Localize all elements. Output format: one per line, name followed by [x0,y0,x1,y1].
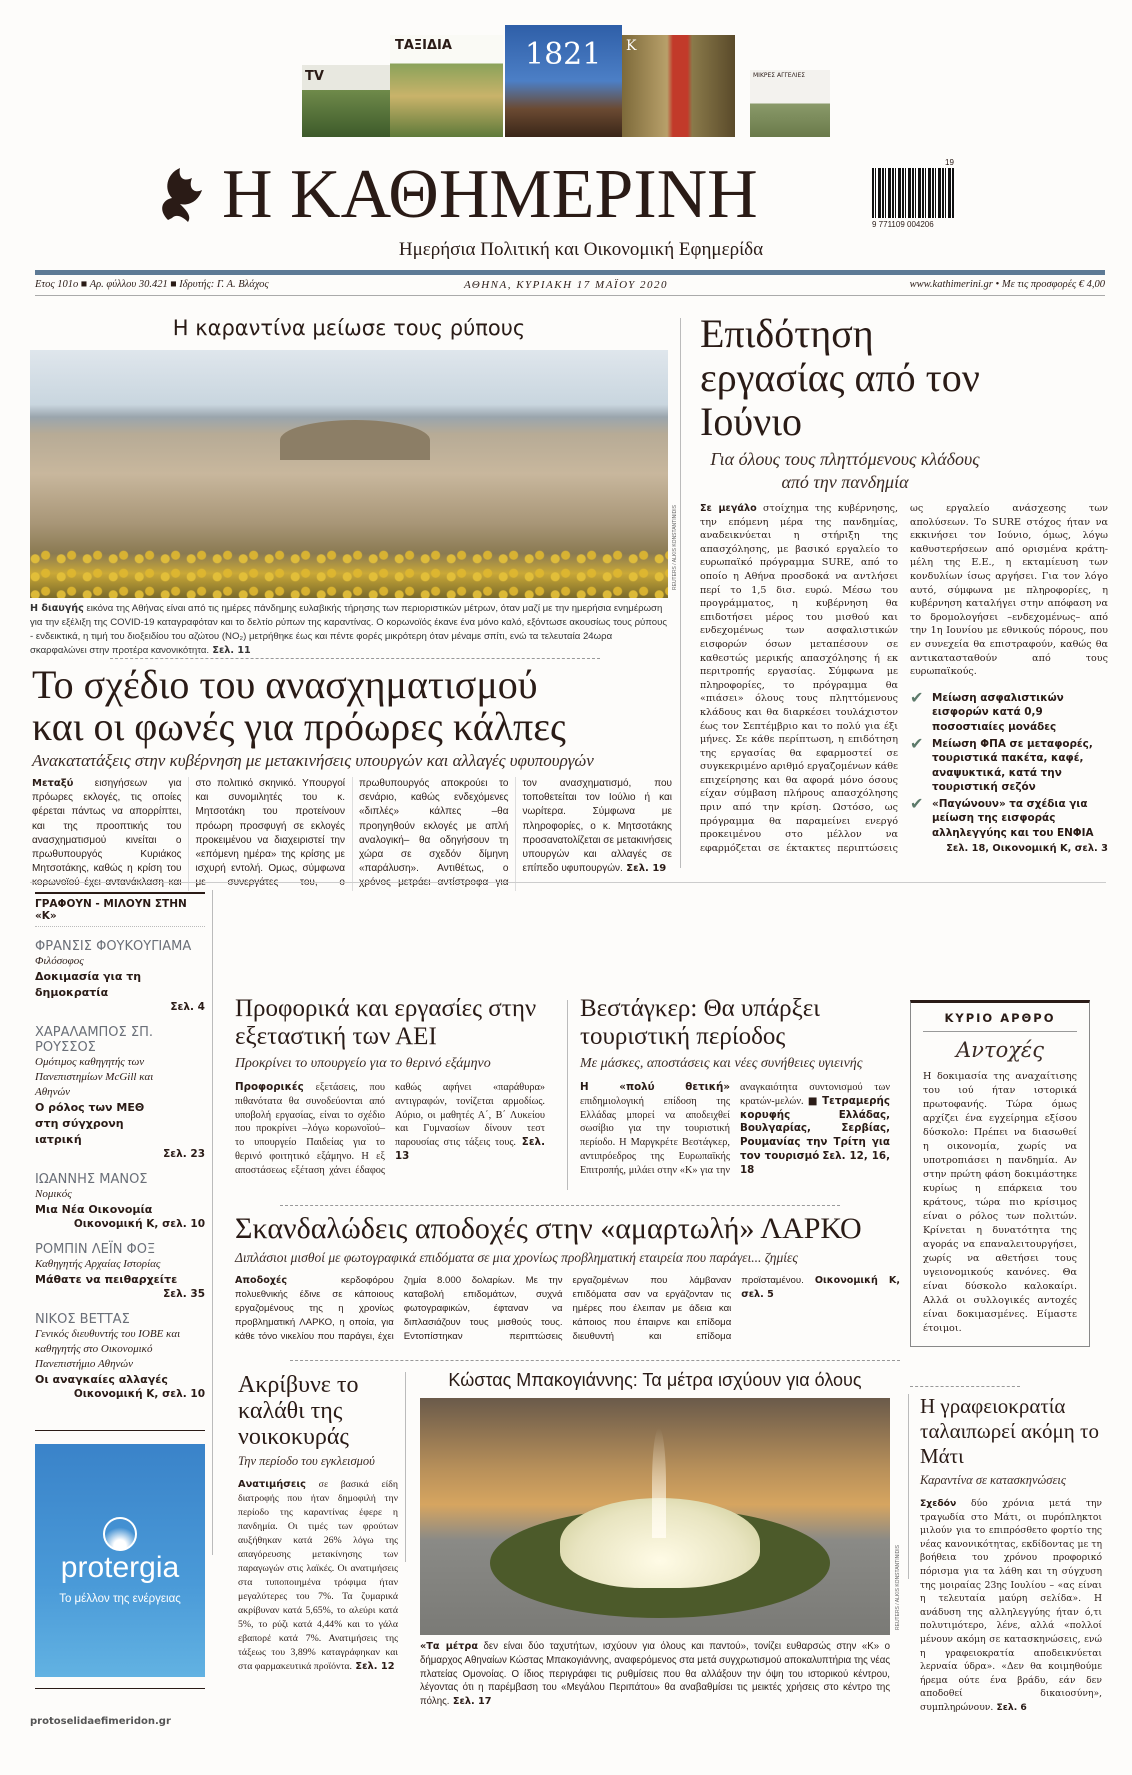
protergia-ad[interactable]: protergia Το μέλλον της ενέργειας [35,1444,205,1677]
omonoia-photo [420,1398,890,1635]
photo-credit: REUTERS / ALKIS KONSTANTINIDIS [672,505,678,590]
tourism-subtitle: Με μάσκες, αποστάσεις και νέες συνήθειες υγιεινής [580,1056,863,1071]
section-rule [30,882,1106,883]
basket-article [238,1372,398,1674]
masthead-rule [35,270,1105,275]
opinion-item[interactable]: ΡΟΜΠΙΝ ΛΕΪΝ ΦΟΞ Καθηγητής Αρχαίας Ιστορίας Μάθατε να πειθαρχείτε Σελ. 35 [35,1242,205,1300]
mati-headline: Η γραφειοκρατία ταλαιπωρεί ακόμη το Μάτι [920,1394,1099,1468]
basket-headline: Ακρίβυνε το καλάθι της νοικοκυράς [238,1372,359,1450]
photo-story-headline: Η καραντίνα μείωσε τους ρύπους [172,316,526,340]
editorial-label: ΚΥΡΙΟ ΑΡΘΡΟ [923,1003,1077,1032]
editorial-body: Η δοκιμασία της αναχαίτισης του ιού ήταν ιστορικά πρωτοφανής. Τώρα όμως αρχίζει ένα εγχείρημα εξίσου δύσκολο: Πρέπει να διασωθεί η οικονομία, χωρίς να υποτροπιάσει η πανδημία. Αν στην πρώτη φάση δοκιμάστηκε κυρίως η επάρκεια του κράτους, τώρα πιο κρίσιμος είναι ο ρόλος των πολιτών. Κρίνεται η δυνατότητα της αγοράς να επαναλειτουργήσει, χωρίς να αθετήσει τους υγειονομικούς κανόνες. Θα είναι δύσκολο καλοκαίρι. Αλλά οι συλλογικές αντοχές είναι δοκιμασμένες. Είμαστε έτοιμοι. [923,1071,1077,1334]
footer-source[interactable]: protoselidaefimeridon.gr [30,1716,171,1727]
barcode [872,168,954,218]
lead-story [32,664,672,891]
mati-subtitle: Καραντίνα σε κατασκηνώσεις [920,1473,1066,1487]
supplement-k[interactable]: K [622,35,735,137]
column-divider [405,1372,406,1562]
lead-headline: Το σχέδιο του ανασχηματισμού και οι φωνές για πρόωρες κάλπες [32,662,566,749]
bullet-item: ✔ Μείωση ασφαλιστικών εισφορών κατά 0,9 ποσοστιαίες μονάδες [910,687,1064,733]
right-headline: Επιδότηση εργασίας από τον Ιούνιο [700,311,980,444]
photo-credit: REUTERS / ALKIS KONSTANTINIDIS [895,1545,901,1630]
exams-body: Προφορικές εξετάσεις, που πιθανότατα θα συνοδεύονται από υποβολή εργασίας, είναι το σχέδιο που προκρίνει –λόγω κορωνοϊού– το υπουργείο Παιδείας για το θερινό φοιτητικό εξάμηνο. Η εξ αποστάσεως εξέταση χάνει έδαφος καθώς αφήνει «παράθυρα» αντιγραφών, τονίζεται αρμοδίως. Αύριο, οι μαθητές Α΄, Β΄ Λυκείου και Γυμνασίων δίνουν τεστ παρουσίας στις τάξεις τους. Σελ. 13 [235,1081,545,1176]
tourism-body: Η «πολύ θετική» επιδημιολογική επίδοση της Ελλάδας μπορεί να αποδειχθεί σωσίβιο για την τουριστική περίοδο. Η Μαργκρέτε Βεστάγκερ, αντιπρόεδρος της Ευρωπαϊκής Επιτροπής, μιλάει στην «Κ» για την αναγκαιότητα συντονισμού των κρατών-μελών. ■ Τετραμερής κορυφής Ελλάδας, Βουλγαρίας, Σερβίας, Ρουμανίας την Τρίτη για τον τουρισμό Σελ. 12, 16, 18 [580,1081,890,1176]
divider [280,1205,840,1206]
tourism-article [580,995,890,1178]
infoline-rule [35,295,1105,296]
checkmark-icon: ✔ [910,793,924,813]
website-price: www.kathimerini.gr • Με τις προσφορές € 4,00 [909,279,1105,290]
column-divider [567,1000,568,1190]
supplement-mikres-aggelies[interactable]: ΜΙΚΡΕΣ ΑΓΓΕΛΙΕΣ [750,70,830,137]
opinion-item[interactable]: ΧΑΡΑΛΑΜΠΟΣ ΣΠ. ΡΟΥΣΣΟΣ Ομότιμος καθηγητής των Πανεπιστημίων McGill και Αθηνών Ο ρόλος των ΜΕΘ στη σύγχρονη ιατρική Σελ. 23 [35,1025,205,1160]
supplement-tv[interactable]: TV [302,65,390,137]
right-subtitle: Για όλους τους πληττόμενους κλάδους από την πανδημία [710,449,980,492]
basket-body: Ανατιμήσεις σε βασικά είδη διατροφής που ήταν δημοφιλή την περίοδο της καραντίνας έφερε η πανδημία. Οι τιμές των φρούτων αυξήθηκαν κατά 26% λόγω της απαγόρευσης μετακίνησης των παραγωγών στις λαϊκές. Οι ανατιμήσεις στα τυποποιημένα τρόφιμα ήταν μεγαλύτερες του 7%. Τα ζυμαρικά ακρίβυναν κατά 5,65%, το αλεύρι κατά 5%, το ρύζι κατά 4,44% και το γάλα εβαπορέ κατά 7%. Ανατιμήσεις της τάξεως του 3,89% καταγράφηκαν και στα φαρμακευτικά προϊόντα. Σελ. 12 [238,1479,398,1672]
basket-subtitle: Την περίοδο του εγκλεισμού [238,1454,375,1468]
griffin-logo-icon [148,160,210,226]
editorial-box [910,1000,1090,1347]
checkmark-icon: ✔ [910,733,924,753]
opinion-heading: ΓΡΑΦΟΥΝ - ΜΙΛΟΥΝ ΣΤΗΝ «Κ» [35,892,205,927]
divider [110,658,600,659]
larco-article [235,1212,900,1344]
divider [290,1360,900,1361]
mati-article [920,1394,1102,1715]
editorial-title: Αντοχές [956,1038,1044,1062]
mayor-caption: «Τα μέτρα δεν είναι δύο ταχυτήτων, ισχύουν για όλους και παντού», τονίζει ευθαρσώς στην «Κ» ο δήμαρχος Αθηναίων Κώστας Μπακογιάννης, αναφερόμενος στα μετά συγχρωτισμού αποκαλυπτήρια της νέας πλατείας Ομονοίας. Ο ίδιος περιγράφει τις ρυθμίσεις που θα αλλάξουν την όψη του ιστορικού κέντρου, λέγοντας ότι η παρέμβαση του «Μεγάλου Περιπάτου» θα αναβαθμίσει τις μεικτές χρήσεις στο κέντρο της πόλης. Σελ. 17 [420,1641,890,1708]
barcode-number: 9 771109 004206 [872,220,934,229]
lead-subtitle: Ανακατατάξεις στην κυβέρνηση με μετακινήσεις υπουργών και αλλαγές υφυπουργών [32,751,594,770]
photo-caption: Η διαυγής εικόνα της Αθήνας είναι από τις ημέρες πάνδημης ευλαβικής τήρησης των περιοριστικών μέτρων, όταν μαζί με την ημερήσια ενημέρωση για την εξέλιξη της COVID-19 καταγραφόταν και το δελτίο ρύπων της καραντίνας. Ο κορωνοϊός έκανε ένα μόνο καλό, εξόντωσε ακουσίως τους ρύπους - ενδεικτικά, η τιμή του διοξειδίου του αζώτου (NO₂) μετρήθηκε έως και πέντε φορές μικρότερη όταν μέναμε σπίτι, ενώ τα τελευταία 24ωρα σκαρφαλώνει στην προτέρα κανονικότητα. Σελ. 11 [30,603,667,656]
tourism-headline: Βεστάγκερ: Θα υπάρξει τουριστική περίοδος [580,995,820,1050]
mati-body: Σχεδόν δύο χρόνια μετά την τραγωδία στο Μάτι, οι πυρόπληκτοι μιλούν για το επιπρόσθετο φορτίο της νέας κανονικότητας, εκδίδοντας με τη βοήθεια του χρόνου προφορικό πόρισμα για τα λάθη και τη σύγχυση της μοιραίας 23ης Ιουλίου – «ας είναι η τελευταία μαύρη σελίδα». Η ανάδυση της αλληλεγγύης ήταν ό,τι πολυτιμότερο, λένε, αλλά «πολλοί μένουν ακόμη σε κατασκηνώσεις, ενώ η γραφειοκρατία αποδεικνύεται λερναία ύδρα». «Δεν θα κοιμηθούμε ήρεμα ούτε ένα βράδυ, εάν δεν αποδοθεί δικαιοσύνη», συμπληρώνουν. Σελ. 6 [920,1498,1102,1713]
supplements-strip [265,25,806,137]
right-story [700,312,1108,855]
sun-logo-icon [103,1517,137,1551]
right-body-wrap [700,502,1108,855]
opinion-item[interactable]: ΦΡΑΝΣΙΣ ΦΟΥΚΟΥΓΙΑΜΑ Φιλόσοφος Δοκιμασία για τη δημοκρατία Σελ. 4 [35,939,205,1013]
column-divider [680,318,681,868]
athens-photo [30,350,668,598]
exams-article [235,995,545,1178]
date-line: ΑΘΗΝΑ, ΚΥΡΙΑΚΗ 17 ΜΑΪΟΥ 2020 [464,279,668,291]
sidebar-divider [212,890,213,1555]
bullet-item: ✔ «Παγώνουν» τα σχέδια για μείωση της εισφοράς αλληλεγγύης και του ΕΝΦΙΑ [910,793,1094,840]
ad-rule-bottom [35,1688,205,1689]
supplement-1821[interactable]: 1821 [505,25,622,137]
larco-subtitle: Διπλάσιοι μισθοί με φωτογραφικά επιδόματα σε μια χρονίως προβληματική εταιρεία που παράγει... ζημίες [235,1250,798,1265]
barcode-issue: 19 [945,158,954,167]
right-bullets [910,687,1108,854]
exams-headline: Προφορικά και εργασίες στην εξεταστική των ΑΕΙ [235,995,537,1050]
supplement-taxidia[interactable]: ΤΑΞΙΔΙΑ [390,35,503,137]
masthead-title: Η ΚΑΘΗΜΕΡΙΝΗ [222,156,758,233]
masthead-subtitle: Ημερήσια Πολιτική και Οικονομική Εφημερίδα [398,239,764,260]
opinion-item[interactable]: ΙΩΑΝΝΗΣ ΜΑΝΟΣ Νομικός Μια Νέα Οικονομία Οικονομική Κ, σελ. 10 [35,1172,205,1230]
right-page-ref: Σελ. 18, Οικονομική Κ, σελ. 3 [946,842,1108,854]
column-divider [908,1394,909,1579]
larco-headline: Σκανδαλώδεις αποδοχές στην «αμαρτωλή» ΛΑΡΚΟ [235,1212,862,1245]
opinion-item[interactable]: ΝΙΚΟΣ ΒΕΤΤΑΣ Γενικός διευθυντής του ΙΟΒΕ και καθηγητής στο Οικονομικό Πανεπιστήμιο Αθηνών Οι αναγκαίες αλλαγές Οικονομική Κ, σελ. 10 [35,1312,205,1400]
checkmark-icon: ✔ [910,687,924,707]
opinion-list [35,892,205,1400]
bullet-item: ✔ Μείωση ΦΠΑ σε μεταφορές, τουριστικά πακέτα, καφέ, αναψυκτικά, κατά την τουριστική σεζόν [910,733,1093,794]
right-body: Σε μεγάλο στοίχημα της κυβέρνησης, την επόμενη μέρα της πανδημίας, αναδεικνύεται η στήριξη της απασχόλησης, με βασικό εργαλείο το ευρωπαϊκό πρόγραμμα SURE, από το οποίο η Αθήνα προσδοκά να αντλήσει περί το 1,5 δισ. ευρώ. Μέσω του προγράμματος, η κυβέρνηση θα επιδοτήσει μέρος του μισθού και ενδεχομένως των ασφαλιστικών εισφορών όσων μεταπέσουν σε καθεστώς μερικής απασχόλησης ή εκ περιτροπής εργασίας. Σύμφωνα με πληροφορίες, το πρόγραμμα θα «πιάσει» όλους τους πληττόμενους κλάδους και θα διαρκέσει τουλάχιστον έως τον Σεπτέμβριο και το πολύ για έξι μήνες. Σε κάθε περίπτωση, η επιδότηση της εργασίας θα εφαρμοστεί σε συγκεκριμένο αριθμό εργαζομένων κάθε επιχείρησης και θα αφορά μόνο όσους είχαν σύμβαση πλήρους απασχόλησης πριν από την κρίση. Ωστόσο, ως πρόγραμμα θα παραμείνει ενεργό προκειμένου στο μέλλον να εφαρμόζεται σε έκτακτες περιπτώσεις ως εργαλείο ανάσχεσης των απολύσεων. Το SURE στόχος ήταν να εκκινήσει τον Ιούνιο, όμως, λόγω καθυστερήσεων από ορισμένα κράτη-μέλη της Ε.Ε., η εκταμίευση των κονδυλίων ίσως αργήσει. Για τον λόγο αυτό, σύμφωνα με πληροφορίες, η κυβέρνηση καταλήγει στην απόφαση να το δρομολογήσει –ενδεχομένως– από την 1η Ιουνίου με εθνικούς πόρους, που εν συνεχεία θα επιστραφούν, καθώς θα αντικατασταθούν από τους ευρωπαϊκούς. [700,503,1108,854]
ad-rule-top [35,1430,205,1431]
lead-body: Μεταξύ εισηγήσεων για πρόωρες εκλογές, τις οποίες φέρεται πάντως να απορρίπτει, και της προοπτικής του ανασχηματισμού κινείται ο πρωθυπουργός Κυριάκος Μητσοτάκης, καθώς η κρίση του κορωνοϊού έχει αντανάκλαση και στο πολιτικό σκηνικό. Υπουργοί και συνομιλητές του κ. Μητσοτάκη του προτείνουν πρόωρη προσφυγή σε εκλογές προκειμένου να διαχειριστεί την «επόμενη ημέρα» της κρίσης με ισχυρή εντολή. Ομως, σύμφωνα με συνεργάτες του, ο πρωθυπουργός αποκρούει το σενάριο, καθώς ενδεχόμενες «διπλές» κάλπες –θα προηγηθούν εκλογές με απλή αναλογική– θα οδηγήσουν τη χώρα σε σχεδόν δίμηνη «παράλυση». Αντιθέτως, ο χρόνος μετράει αντίστροφα για τον ανασχηματισμό, που τοποθετείται τον Ιούλιο ή και νωρίτερα. Σύμφωνα με πληροφορίες, ο κ. Μητσοτάκης προσανατολίζεται σε μετακινήσεις υπουργών και αλλαγές σε επίπεδο υφυπουργών. Σελ. 19 [32,778,672,889]
divider [910,1386,1020,1387]
issue-info: Ετος 101ο ■ Αρ. φύλλου 30.421 ■ Ιδρυτής: Γ. Α. Βλάχος [35,279,269,290]
larco-body: Αποδοχές κερδοφόρου πολυεθνικής έδινε σε κάποιους εργαζομένους της η χρονίως προβληματική ΛΑΡΚΟ, η οποία, για κάθε τόνο νικελίου που παράγει, έχει ζημία 8.000 δολαρίων. Με την καταβολή επιδομάτων, συχνά φωτογραφικών, έφταναν να διπλασιάζουν τους μισθούς τους. Εντοπίστηκαν περιπτώσεις εργαζομένων που λάμβαναν επιδόματα σαν να εργάζονταν τις ημέρες που έλειπαν με άδεια και κάποιος που έπαιρνε και επίδομα διευθυντή και επίδομα προϊσταμένου. Οικονομική Κ, σελ. 5 [235,1275,900,1342]
mayor-headline: Κώστας Μπακογιάννης: Τα μέτρα ισχύουν για όλους [448,1370,862,1390]
exams-subtitle: Προκρίνει το υπουργείο για το θερινό εξάμηνο [235,1056,491,1071]
